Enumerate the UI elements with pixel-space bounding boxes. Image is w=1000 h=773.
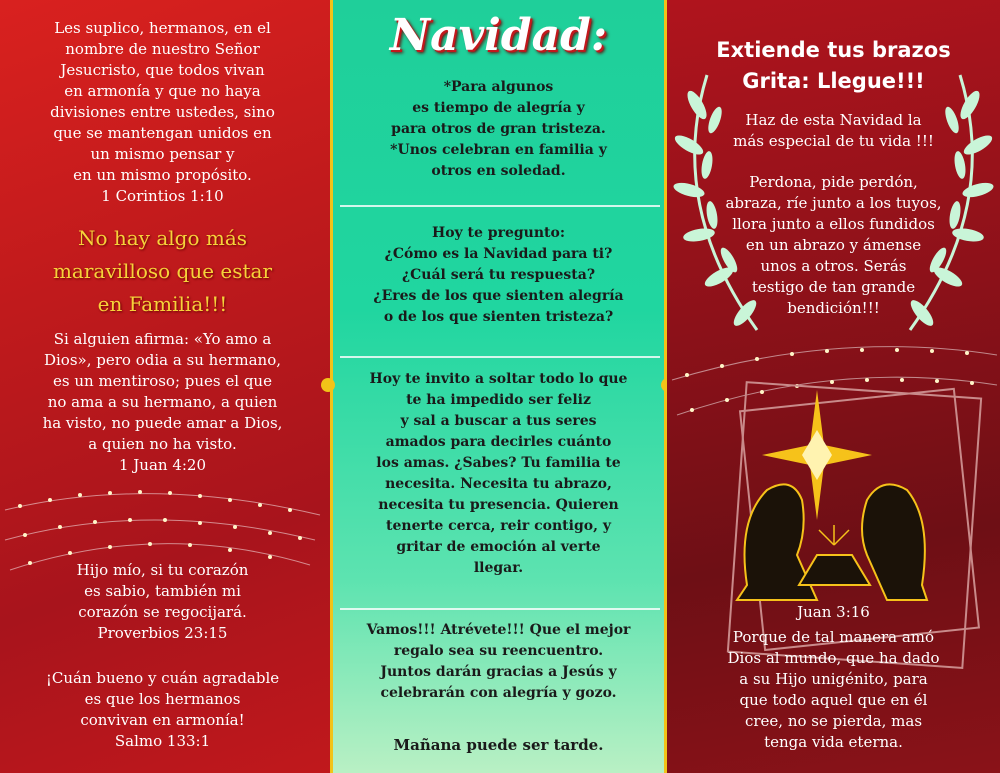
page-title: Navidad: [389, 10, 608, 61]
middle-block-pregunta: Hoy te pregunto: ¿Cómo es la Navidad para ti? ¿Cuál será tu respuesta? ¿Eres de los que sienten alegría o de los que sienten tristeza? [373, 225, 624, 325]
divider-2 [340, 356, 660, 358]
right-para-navidad: Haz de esta Navidad la más especial de tu vida !!! [733, 111, 934, 150]
middle-block-invitacion: Hoy te invito a soltar todo lo que te ha impedido ser feliz y sal a buscar a tus seres amados para decirles cuánto los amas. ¿Sabes? Tu familia te necesita. Necesita tu abrazo, necesita tu presencia. Quieren tenerte cerca, reir contigo, y gritar de emoción al verte llegar. [369, 371, 628, 576]
notch-left [321, 378, 335, 392]
middle-panel [330, 0, 667, 773]
divider-3 [340, 608, 660, 610]
divider-1 [340, 205, 660, 207]
right-para-perdona: Perdona, pide perdón, abraza, ríe junto a los tuyos, llora junto a ellos fundidos en un abrazo y ámense unos a otros. Serás testigo de tan grande bendición!!! [725, 173, 942, 317]
right-panel [667, 0, 1000, 773]
ref-corintios: 1 Corintios 1:10 [101, 187, 224, 205]
highlight-familia: No hay algo más maravilloso que estar en Familia!!! [52, 226, 273, 316]
quote-proverbios: Hijo mío, si tu corazón es sabio, también mi corazón se regocijará. [76, 561, 249, 621]
quote-juan: Si alguien afirma: «Yo amo a Dios», pero odia a su hermano, es un mentiroso; pues el que no ama a su hermano, a quien ha visto, no puede amar a Dios, a quien no ha visto. [42, 330, 283, 453]
ref-proverbios: Proverbios 23:15 [97, 624, 228, 642]
ref-juan: 1 Juan 4:20 [118, 456, 207, 474]
right-heading: Extiende tus brazos Grita: Llegue!!! [716, 38, 951, 93]
quote-salmo: ¡Cuán bueno y cuán agradable es que los hermanos convivan en armonía! [45, 669, 280, 729]
left-panel [0, 0, 330, 773]
right-ref-juan: Juan 3:16 [797, 603, 870, 621]
middle-block-algunos: *Para algunos es tiempo de alegría y para otros de gran tristeza. *Unos celebran en familia y otros en soledad. [390, 79, 607, 179]
ref-salmo: Salmo 133:1 [114, 732, 211, 750]
middle-block-vamos: Vamos!!! Atrévete!!! Que el mejor regalo sea su reencuentro. Juntos darán gracias a Jesús y celebrarán con alegría y gozo. [366, 622, 631, 701]
quote-corintios: Les suplico, hermanos, en el nombre de nuestro Señor Jesucristo, que todos vivan en armonía y que no haya divisiones entre ustedes, sino que se mantengan unidos en un mismo pensar y en un mismo propósito. [50, 19, 275, 184]
middle-closing: Mañana puede ser tarde. [393, 736, 604, 754]
right-verse-juan: Porque de tal manera amó Dios al mundo, que ha dado a su Hijo unigénito, para que todo aquel que en él cree, no se pierda, mas tenga vida eterna. [727, 628, 940, 751]
